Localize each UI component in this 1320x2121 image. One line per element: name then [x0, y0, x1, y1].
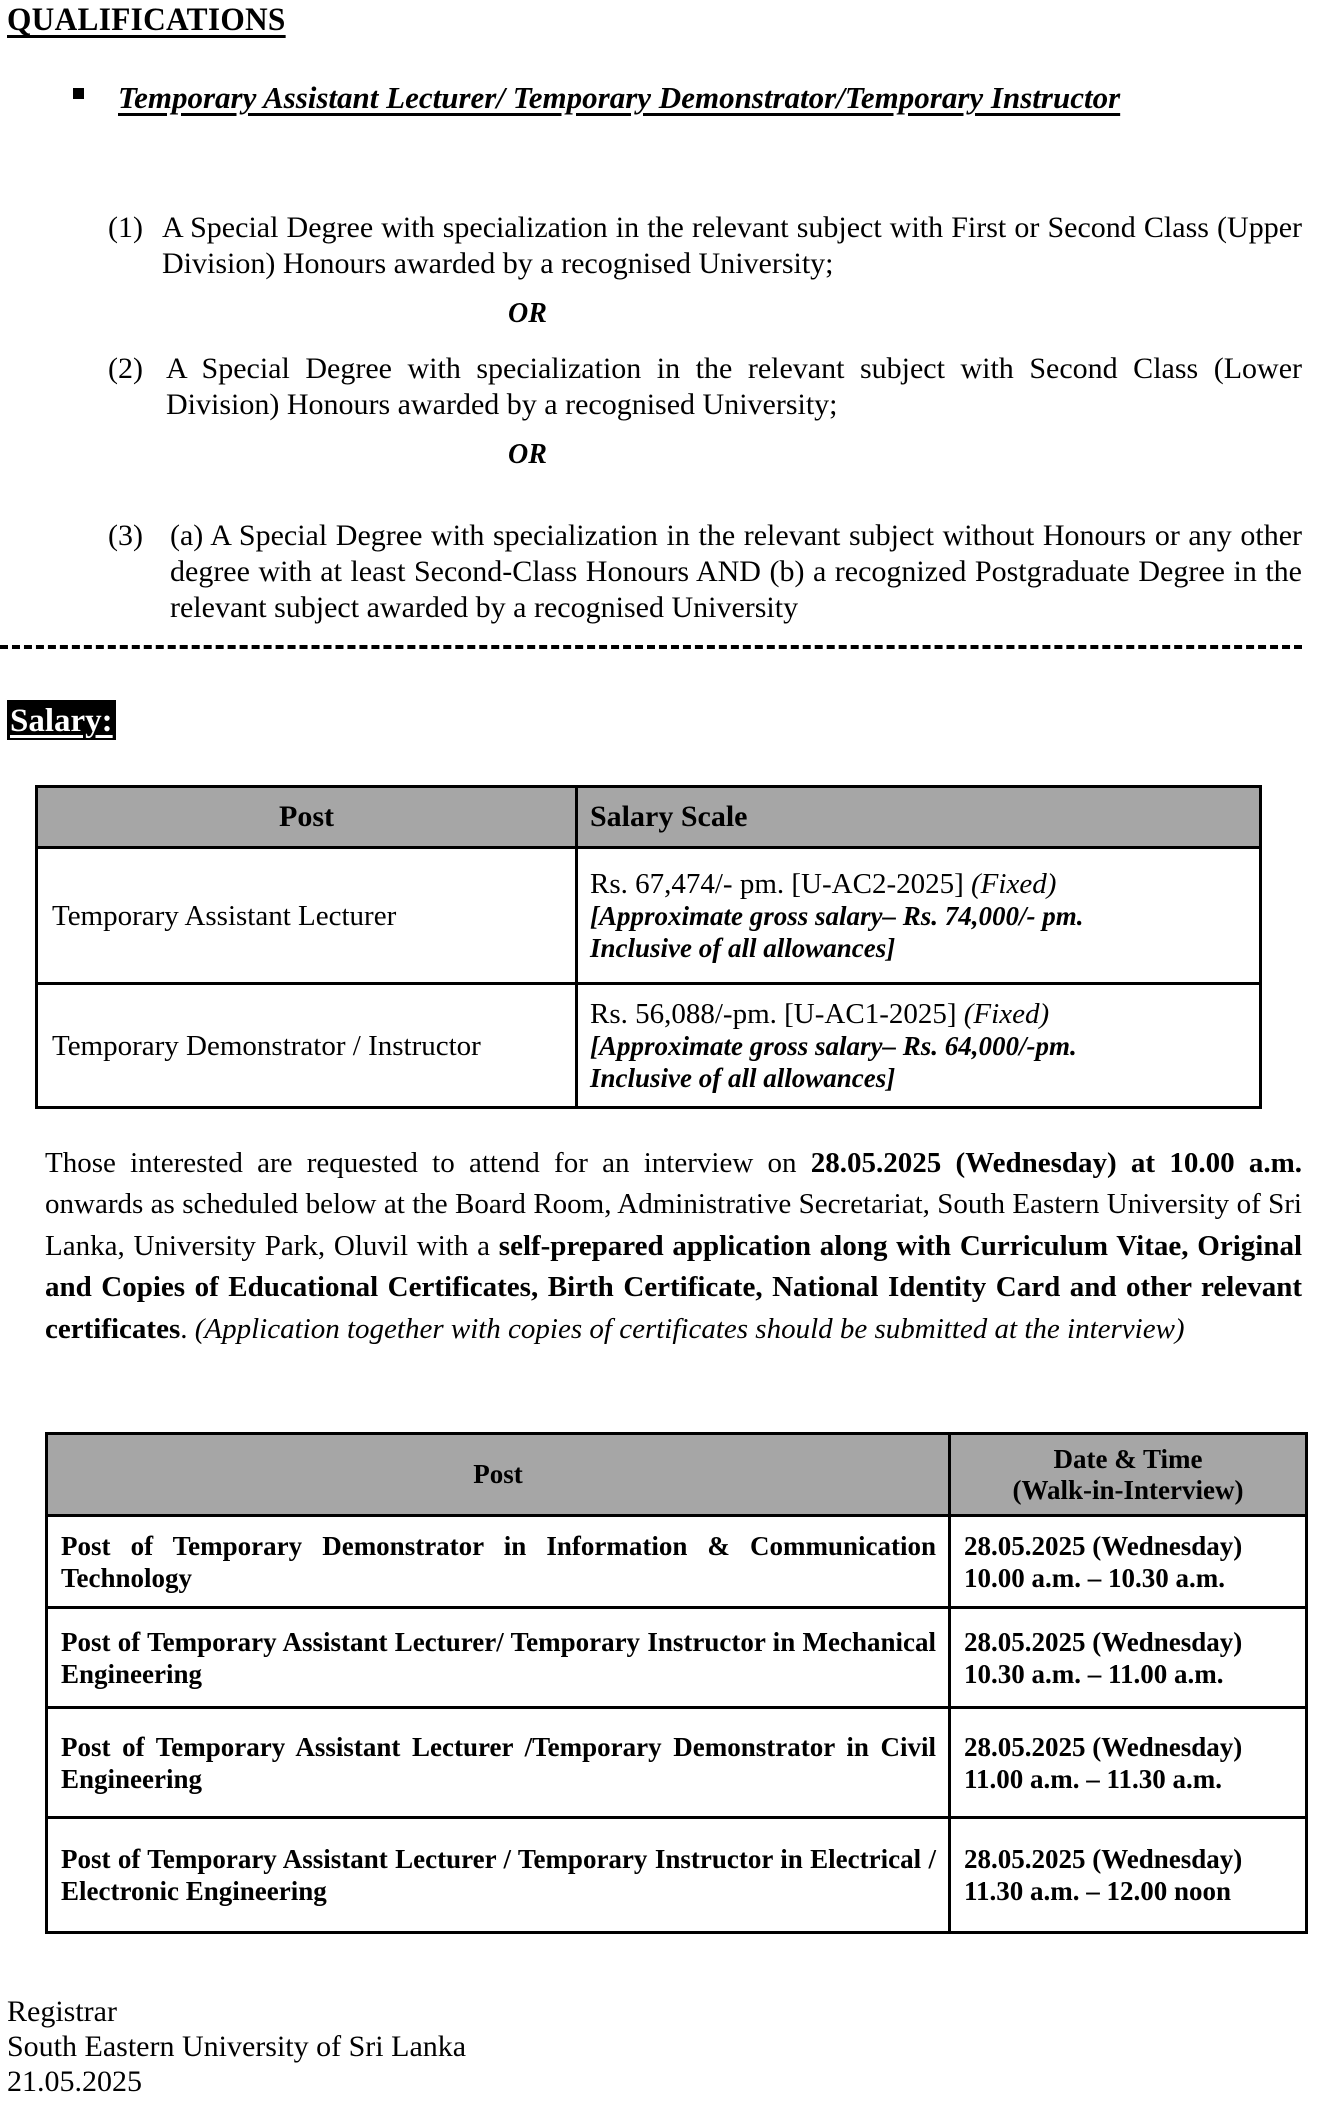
interview-schedule-table	[45, 1432, 1308, 1934]
date-time-cell	[950, 1818, 1307, 1933]
salary-fixed-note: (Fixed)	[971, 867, 1057, 900]
date-time-cell	[950, 1708, 1307, 1818]
salary-scale-cell	[577, 848, 1261, 984]
item-text-content: (a) A Special Degree with specialization in the relevant subject without Honours or any other degree with at least Second-Class Honours AND (b) a recognized Postgraduate Degree in the relevant subject awarded by a recognised University	[170, 519, 1302, 624]
post-cell: Temporary Assistant Lecturer	[37, 848, 577, 984]
required-documents: self-prepared application along with Curriculum Vitae, Original and Copies of Educational Certificates, Birth Certificate, National Identity Card and other relevant certificates	[45, 1229, 1302, 1345]
interview-table-header	[47, 1434, 1307, 1516]
header-line: (Walk-in-Interview)	[1012, 1474, 1244, 1505]
or-separator: OR	[508, 298, 547, 329]
item-text	[166, 351, 1302, 423]
gross-salary-note: [Approximate gross salary– Rs. 64,000/-pm.	[590, 1030, 1077, 1061]
item-text-content: A Special Degree with specialization in the relevant subject with Second Class (Lower Division) Honours awarded by a recognised University;	[166, 352, 1302, 421]
signature-date: 21.05.2025	[7, 2065, 142, 2098]
item-number: (2)	[108, 352, 143, 385]
interview-time: 11.30 a.m. – 12.00 noon	[964, 1876, 1232, 1906]
allowances-note: Inclusive of all allowances]	[590, 932, 896, 963]
post-cell: Post of Temporary Assistant Lecturer /Temporary Demonstrator in Civil Engineering	[47, 1708, 950, 1818]
interview-date: 28.05.2025 (Wednesday)	[964, 1530, 1243, 1561]
notice-text: Those interested are requested to attend for an interview on	[45, 1147, 811, 1179]
allowances-note: Inclusive of all allowances]	[590, 1062, 896, 1093]
interview-date: 28.05.2025 (Wednesday) at 10.00 a.m.	[810, 1147, 1302, 1179]
column-header-salary-scale: Salary Scale	[577, 787, 1261, 848]
salary-heading-text: Salary:	[10, 703, 113, 739]
post-cell: Post of Temporary Demonstrator in Information & Communication Technology	[47, 1516, 950, 1608]
interview-time: 10.30 a.m. – 11.00 a.m.	[964, 1658, 1224, 1689]
table-row	[47, 1818, 1307, 1933]
salary-heading	[7, 700, 116, 740]
post-cell: Post of Temporary Assistant Lecturer/ Temporary Instructor in Mechanical Engineering	[47, 1608, 950, 1708]
qualifications-heading: QUALIFICATIONS	[7, 2, 286, 38]
table-row	[47, 1608, 1307, 1708]
salary-table	[35, 785, 1262, 1109]
date-time-cell	[950, 1608, 1307, 1708]
column-header-date-time	[950, 1434, 1307, 1516]
institution-name: South Eastern University of Sri Lanka	[7, 2030, 467, 2063]
post-cell: Temporary Demonstrator / Instructor	[37, 984, 577, 1108]
column-header-post: Post	[37, 787, 577, 848]
signatory-title: Registrar	[7, 1995, 117, 2028]
date-time-cell	[950, 1516, 1307, 1608]
item-text-content: A Special Degree with specialization in the relevant subject with First or Second Class (Upper Division) Honours awarded by a recognised University;	[162, 211, 1302, 280]
post-title-text: Temporary Assistant Lecturer/ Temporary Demonstrator/Temporary Instructor	[118, 80, 1121, 115]
salary-table-header	[37, 787, 1261, 848]
item-text	[170, 518, 1302, 626]
table-row	[37, 848, 1261, 984]
or-separator: OR	[508, 439, 547, 470]
item-number: (3)	[108, 519, 143, 552]
table-row	[47, 1708, 1307, 1818]
table-row	[47, 1516, 1307, 1608]
submission-note: (Application together with copies of certificates should be submitted at the interview)	[194, 1312, 1185, 1345]
notice-text: onwards as scheduled below at the Board Room, Administrative Secretariat, South Eastern University of Sri Lanka, University Park, Oluvil with a	[45, 1188, 1302, 1262]
interview-time: 10.00 a.m. – 10.30 a.m.	[964, 1562, 1225, 1593]
interview-date: 28.05.2025 (Wednesday)	[964, 1731, 1243, 1762]
salary-amount: Rs. 67,474/- pm. [U-AC2-2025]	[590, 867, 964, 900]
salary-scale-cell	[577, 984, 1261, 1108]
square-bullet-icon	[73, 88, 84, 99]
post-cell: Post of Temporary Assistant Lecturer / Temporary Instructor in Electrical / Electronic Engineering	[47, 1818, 950, 1933]
post-title	[118, 78, 1304, 117]
item-number: (1)	[108, 211, 143, 244]
header-line: Date & Time	[1053, 1443, 1203, 1474]
salary-amount: Rs. 56,088/-pm. [U-AC1-2025]	[590, 997, 957, 1030]
interview-date: 28.05.2025 (Wednesday)	[964, 1844, 1243, 1874]
notice-text: .	[180, 1312, 195, 1345]
table-row	[37, 984, 1261, 1108]
interview-date: 28.05.2025 (Wednesday)	[964, 1626, 1243, 1657]
signature-block	[7, 1994, 466, 2099]
interview-time: 11.00 a.m. – 11.30 a.m.	[964, 1763, 1223, 1794]
item-text	[162, 210, 1302, 282]
dashed-divider	[0, 645, 1302, 649]
interview-notice	[45, 1143, 1302, 1350]
column-header-post: Post	[47, 1434, 950, 1516]
salary-fixed-note: (Fixed)	[963, 997, 1050, 1030]
gross-salary-note: [Approximate gross salary– Rs. 74,000/- pm.	[590, 900, 1084, 931]
